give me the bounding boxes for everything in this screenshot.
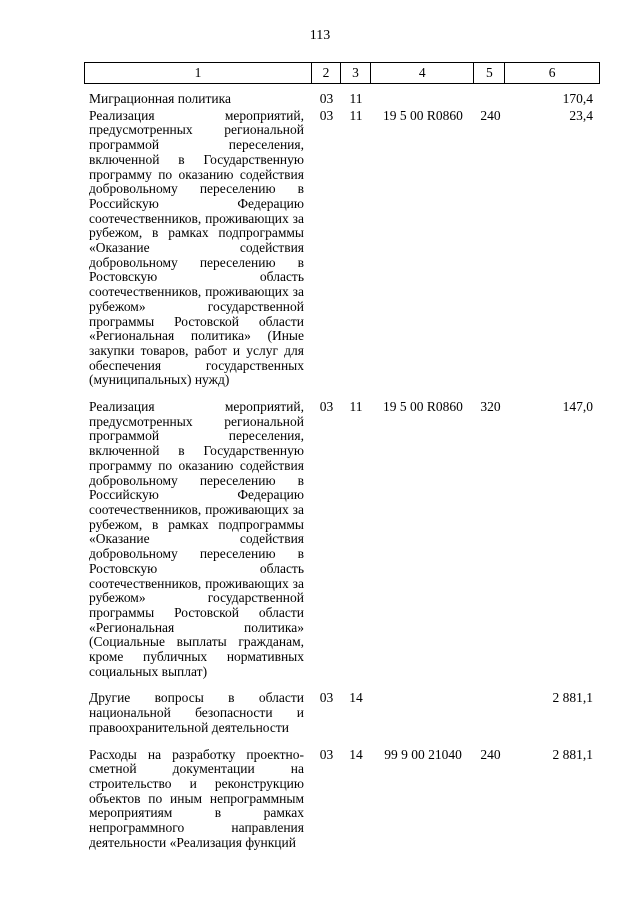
row-target-article: 99 9 00 21040 [384,746,462,762]
row-section: 03 [319,399,334,415]
row-subsection: 11 [349,399,363,415]
row-expense-type [475,691,506,735]
row-description: Другие вопросы в области национальной безопасности и правоохранительной деятельности [89,690,304,735]
header-col-5: 5 [474,63,505,83]
row-target-article: 19 5 00 R0860 [383,399,463,415]
table-row [84,109,600,388]
row-expense-type: 240 [480,746,501,762]
row-expense-type [475,92,506,107]
header-col-4: 4 [371,63,475,83]
row-description: Реализация мероприятий, предусмотренных региональной программой переселения, включенной в Государственную программу по оказанию содействия добровольному переселению в Российскую Федерацию соотечественников, проживающих за рубежом, в рамках подпрограммы «Оказание содействия добровольному переселению в Ростовскую область соотечественников, проживающих за рубежом» государственной программы Ростовской области «Региональная политика» (Социальные выплаты гражданам, кроме публичных нормативных социальных выплат) [89,399,304,679]
row-description: Расходы на разработку проектно-сметной документации на строительство и реконструкцию объектов по иным непрограммным мероприятиям в рамках непрограммного направления деятельности «Реализация функций [89,746,304,850]
row-section: 03 [319,690,334,706]
table-header [84,62,600,84]
row-expense-type: 240 [480,107,501,123]
table-row [84,92,600,107]
header-col-6: 6 [548,65,556,80]
row-amount: 2 881,1 [552,746,593,762]
row-target-article: 19 5 00 R0860 [383,107,463,123]
row-target-article [371,691,475,735]
row-amount: 147,0 [562,399,593,415]
header-col-2: 2 [312,63,341,83]
row-section: 03 [319,107,334,123]
page-number: 113 [309,28,331,43]
table-row [84,748,600,851]
row-description: Реализация мероприятий, предусмотренных региональной программой переселения, включенной в Государственную программу по оказанию содействия добровольному переселению в Российскую Федерацию соотечественников, проживающих за рубежом, в рамках подпрограммы «Оказание содействия добровольному переселению в Ростовскую область соотечественников, проживающих за рубежом» государственной программы Ростовской области «Региональная политика» (Иные закупки товаров, работ и услуг для обеспечения государственных (муниципальных) нужд) [89,107,304,388]
header-col-3: 3 [341,63,371,83]
table-row [84,691,600,735]
row-subsection: 11 [349,91,363,106]
row-subsection: 14 [349,690,363,706]
row-target-article [371,92,475,107]
row-section: 03 [319,746,334,762]
row-subsection: 14 [349,746,363,762]
row-amount: 23,4 [569,107,593,123]
row-expense-type: 320 [480,399,501,415]
row-subsection: 11 [349,107,363,123]
header-col-1: 1 [85,63,312,83]
row-section: 03 [319,91,334,106]
row-description: Миграционная политика [89,91,231,106]
row-amount: 170,4 [562,91,593,106]
row-amount: 2 881,1 [552,690,593,706]
table-row [84,400,600,679]
table-body [84,90,600,850]
